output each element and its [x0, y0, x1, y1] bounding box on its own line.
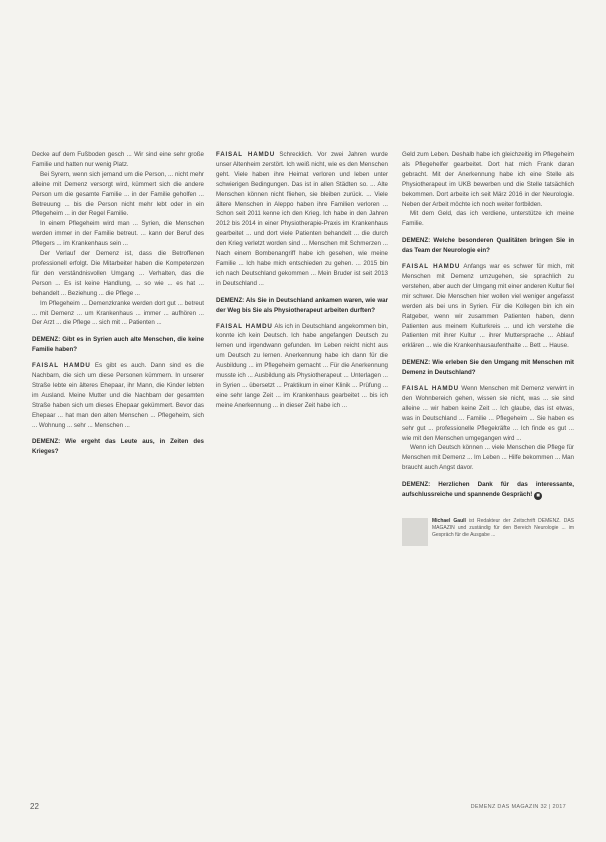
author-description: ist Redakteur der Zeitschrift DEMENZ. DAS MAGAZIN und zuständig für den Bereich Neurologie ... im Gespräch für die Ausgabe ...	[432, 518, 574, 539]
interview-answer	[216, 322, 388, 411]
answer-text: Es gibt es auch. Dann sind es die Nachbarn, die sich um diese Personen kümmern. In unserer Straße lebte ein älteres Ehepaar, ihr Mann, die Kinder lebten im Ausland. Meine Mutter und die Nachbarn der gesamten Straße haben sich um dieses Ehepaar gekümmert. Bevor das Ehepaar ... hat man den alten Menschen ... Pflegeheim, sich ... Wohnung ... sehr ... Menschen ...	[32, 362, 204, 429]
author-name: Michael Gaull	[432, 518, 466, 525]
paragraph: Im Pflegeheim ... Demenzkranke werden dort gut ... betreut ... mit Demenz ... um Krankenhaus ... immer ... aufhören ... Der Arzt ... die Pflege ... sich mit ... Patienten ...	[32, 299, 204, 327]
interview-question: DEMENZ: Als Sie in Deutschland ankamen waren, wie war der Weg bis Sie als Physiotherapeut arbeiten durften?	[216, 296, 388, 314]
speaker-name: FAISAL HAMDU	[402, 263, 461, 271]
interview-answer	[32, 361, 204, 430]
column-3	[402, 150, 574, 546]
interview-question: DEMENZ: Welche besonderen Qualitäten bringen Sie in das Team der Neurologie ein?	[402, 237, 574, 255]
speaker-name: FAISAL HAMDU	[216, 322, 273, 330]
interview-question: DEMENZ: Wie ergeht das Leute aus, in Zeiten des Krieges?	[32, 438, 204, 456]
paragraph: Der Verlauf der Demenz ist, dass die Betroffenen professionell erfolgt. Die Mitarbeiter haben die Kompetenzen für den verständnisvollen Umgang ... Verhalten, das die Person ... Es ist keine Handlung, ... so wie ... es hat ... behandelt ... Beziehung ... die Pflege ...	[32, 250, 204, 297]
interview-question: DEMENZ: Gibt es in Syrien auch alte Menschen, die keine Familie haben?	[32, 336, 204, 354]
answer-text: Wenn Menschen mit Demenz verwirrt in den Wohnbereich gehen, wissen sie nicht, was ... sie sind alleine ... wir haben keine Zeit ... Ich glaube, das ist etwas, was in Deutschland ... Familie ... Pflegeheim ... Sie haben es sehr gut ... professionelle Pflegekräfte ... Ich finde es gut ... wie mit den Menschen umgegangen wird ...	[402, 385, 574, 442]
paragraph: Mit dem Geld, das ich verdiene, unterstütze ich meine Familie.	[402, 210, 574, 228]
publication-footer: DEMENZ DAS MAGAZIN 32 | 2017	[470, 804, 566, 810]
paragraph: Wenn ich Deutsch können ... viele Menschen die Pflege für Menschen mit Demenz ... Im Leben ... Hilfe bekommen ... Man braucht auch Angst davor.	[402, 444, 574, 472]
interview-answer	[216, 150, 388, 289]
interview-answer	[402, 262, 574, 351]
paragraph: Geld zum Leben. Deshalb habe ich gleichzeitig im Pflegeheim als Pflegehelfer gearbeitet. Dort hat mich Frank daran gebracht. Mit der Anerkennung habe ich eine Stelle als Physiotherapeut im UKB bewerben und die Stelle tatsächlich bekommen. Dort arbeite ich seit März 2016 in der Neurologie. Neben der Arbeit möchte ich noch weiter fortbilden.	[402, 151, 574, 208]
answer-text: Anfangs war es schwer für mich, mit Menschen mit Demenz umzugehen, sie sprachlich zu verstehen, aber auch der Umgang mit einer anderen Kultur fiel mir schwer. Die Menschen hier wollen viel weniger angefasst werden als bei uns in Syrien. Für die Kollegen bin ich ein Ratgeber, wenn wir zusammen Patienten haben, denn Patienten aus meinem Kulturkreis ... und ich verstehe die Patienten mit ihrer Kultur ... ihrer Muttersprache ... Ablauf erklären ... wie die Krankenhausaufenthalte ... Bett ... Hause.	[402, 263, 574, 350]
answer-text: Schrecklich. Vor zwei Jahren wurde unser Altenheim zerstört. Ich weiß nicht, wie es den Menschen geht. Viele haben ihre Heimat verloren und leben unter schwierigen Bedingungen. Das ist in allen Städten so. ... Alte Menschen können nicht fliehen, sie bleiben zurück. ... Viele ältere Menschen in Aleppo haben ihre Familien verloren ... Schon seit 2011 kenne ich den Krieg. Ich habe in den Jahren 2012 bis 2014 in einer Physiotherapie-Praxis im Krankenhaus gearbeitet ... und dort viele Patienten behandelt ... die durch den Krieg verletzt worden sind ... Menschen mit Schmerzen ... Nach einem Bombenangriff habe ich gesehen, wie meine Familie ... Ich habe mich entschieden zu gehen. ... 2015 bin ich nach Deutschland gekommen ... Mein Bruder ist seit 2013 in Deutschland ...	[216, 151, 388, 287]
end-mark-icon: ■	[534, 492, 542, 500]
closing-text: DEMENZ: Herzlichen Dank für das interessante, aufschlussreiche und spannende Gespräch!	[402, 481, 574, 499]
page-number: 22	[30, 802, 39, 811]
paragraph: In einem Pflegeheim wird man ... Syrien, die Menschen werden immer in der Familie betreut. ... kann der Beruf des Pflegers ... im Krankenhaus sein ...	[32, 220, 204, 248]
answer-text: Als ich in Deutschland angekommen bin, konnte ich kein Deutsch. Ich habe angefangen Deutsch zu lernen und irgendwann gefunden. Im Leben reicht nicht aus um Deutsch zu lernen. Anerkennung habe ich dann für die Ausbildung ... im Pflegeheim gemacht ... Für die Anerkennung musste ich ... Ausbildung als Physiotherapeut ... Unterlagen ... in Syrien ... übersetzt ... Praktikum in einer Klinik ... Prüfung ... eine sehr lange Zeit ... im Krankenhaus gearbeitet ... bis ich meine Anerkennung ... in dieser Zeit habe ich ...	[216, 322, 388, 409]
author-bio-text	[432, 518, 574, 546]
author-bio	[402, 518, 574, 546]
paragraph: Bei Syrern, wenn sich jemand um die Person, ... nicht mehr alleine mit Demenz versorgt wird, kümmert sich die andere Person um die gesamte Familie ... in der Familie geholfen ... Betreuung ... bis die Person nicht mehr lebt oder in ein Pflegeheim ... in der Regel Familie.	[32, 170, 204, 218]
speaker-name: FAISAL HAMDU	[402, 385, 459, 393]
interview-answer	[402, 384, 574, 443]
interview-question: DEMENZ: Wie erleben Sie den Umgang mit Menschen mit Demenz in Deutschland?	[402, 359, 574, 377]
author-photo	[402, 518, 428, 546]
paragraph: Decke auf dem Fußboden gesch ... Wir sind eine sehr große Familie und hatten nur wenig Platz.	[32, 151, 204, 168]
column-2	[216, 150, 388, 411]
speaker-name: FAISAL HAMDU	[216, 151, 275, 158]
interview-closing	[402, 480, 574, 500]
column-1	[32, 150, 204, 463]
speaker-name: FAISAL HAMDU	[32, 362, 91, 370]
